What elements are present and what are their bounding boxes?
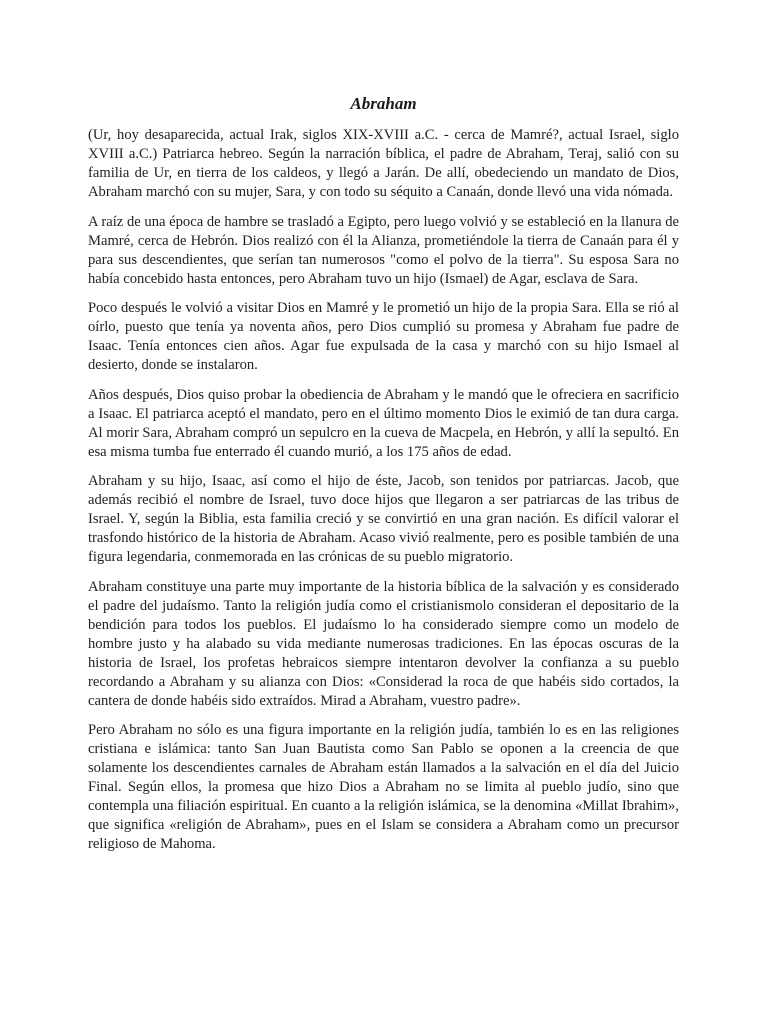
paragraph-2: A raíz de una época de hambre se trasladó a Egipto, pero luego volvió y se estableció en la llanura de Mamré, cerca de Hebrón. Dios realizó con él la Alianza, prometiéndole la tierra de Canaán para él y para sus descendientes, que serían tan numerosos "como el polvo de la tierra". Su esposa Sara no había concebido hasta entonces, pero Abraham tuvo un hijo (Ismael) de Agar, esclava de Sara. (88, 213, 679, 287)
paragraph-3: Poco después le volvió a visitar Dios en Mamré y le prometió un hijo de la propia Sara. Ella se rió al oírlo, puesto que tenía ya noventa años, pero Dios cumplió su promesa y Abraham fue padre de Isaac. Tenía entonces cien años. Agar fue expulsada de la casa y marchó con su hijo Ismael al desierto, donde se instalaron. (88, 300, 679, 373)
paragraph-6: Abraham constituye una parte muy importante de la historia bíblica de la salvación y es considerado el padre del judaísmo. Tanto la religión judía como el cristianismolo consideran el depositario de la bendición para todos los pueblos. El judaísmo lo ha considerado siempre como un modelo de hombre justo y ha alabado su vida mediante numerosas tradiciones. En las épocas oscuras de la historia de Israel, los profetas hebraicos siempre intentaron devolver la confianza a su pueblo recordando a Abraham y su alianza con Dios: «Considerad la roca de que habéis sido cortados, la cantera de donde habéis sido extraídos. Mirad a Abraham, vuestro padre». (88, 578, 679, 709)
paragraph-4: Años después, Dios quiso probar la obediencia de Abraham y le mandó que le ofreciera en sacrificio a Isaac. El patriarca aceptó el mandato, pero en el último momento Dios le eximió de tan dura carga. Al morir Sara, Abraham compró un sepulcro en la cueva de Macpela, en Hebrón, y allí la sepultó. En esa misma tumba fue enterrado él cuando murió, a los 175 años de edad. (88, 386, 679, 460)
document-page (88, 94, 679, 865)
paragraph-5: Abraham y su hijo, Isaac, así como el hijo de éste, Jacob, son tenidos por patriarcas. Jacob, que además recibió el nombre de Israel, tuvo doce hijos que llegaron a ser patriarcas de las tribus de Israel. Y, según la Biblia, esta familia creció y se convirtió en una gran nación. Es difícil valorar el trasfondo histórico de la historia de Abraham. Acaso vivió realmente, pero es posible también de una figura legendaria, conmemorada en las crónicas de su pueblo migratorio. (88, 473, 679, 565)
document-title: Abraham (350, 94, 417, 113)
paragraph-7: Pero Abraham no sólo es una figura importante en la religión judía, también lo es en las religiones cristiana e islámica: tanto San Juan Bautista como San Pablo se oponen a la creencia de que solamente los descendientes carnales de Abraham están llamados a la salvación en el día del Juicio Final. Según ellos, la promesa que hizo Dios a Abraham no se limita al pueblo judío, sino que contempla una filiación espiritual. En cuanto a la religión islámica, se la denomina «Millat Ibrahim», que significa «religión de Abraham», pues en el Islam se considera a Abraham como un precursor religioso de Mahoma. (88, 722, 679, 852)
paragraph-1: (Ur, hoy desaparecida, actual Irak, siglos XIX-XVIII a.C. - cerca de Mamré?, actual Israel, siglo XVIII a.C.) Patriarca hebreo. Según la narración bíblica, el padre de Abraham, Teraj, salió con su familia de Ur, en tierra de los caldeos, y llegó a Jarán. De allí, obedeciendo un mandato de Dios, Abraham marchó con su mujer, Sara, y con todo su séquito a Canaán, donde llevó una vida nómada. (88, 127, 679, 200)
